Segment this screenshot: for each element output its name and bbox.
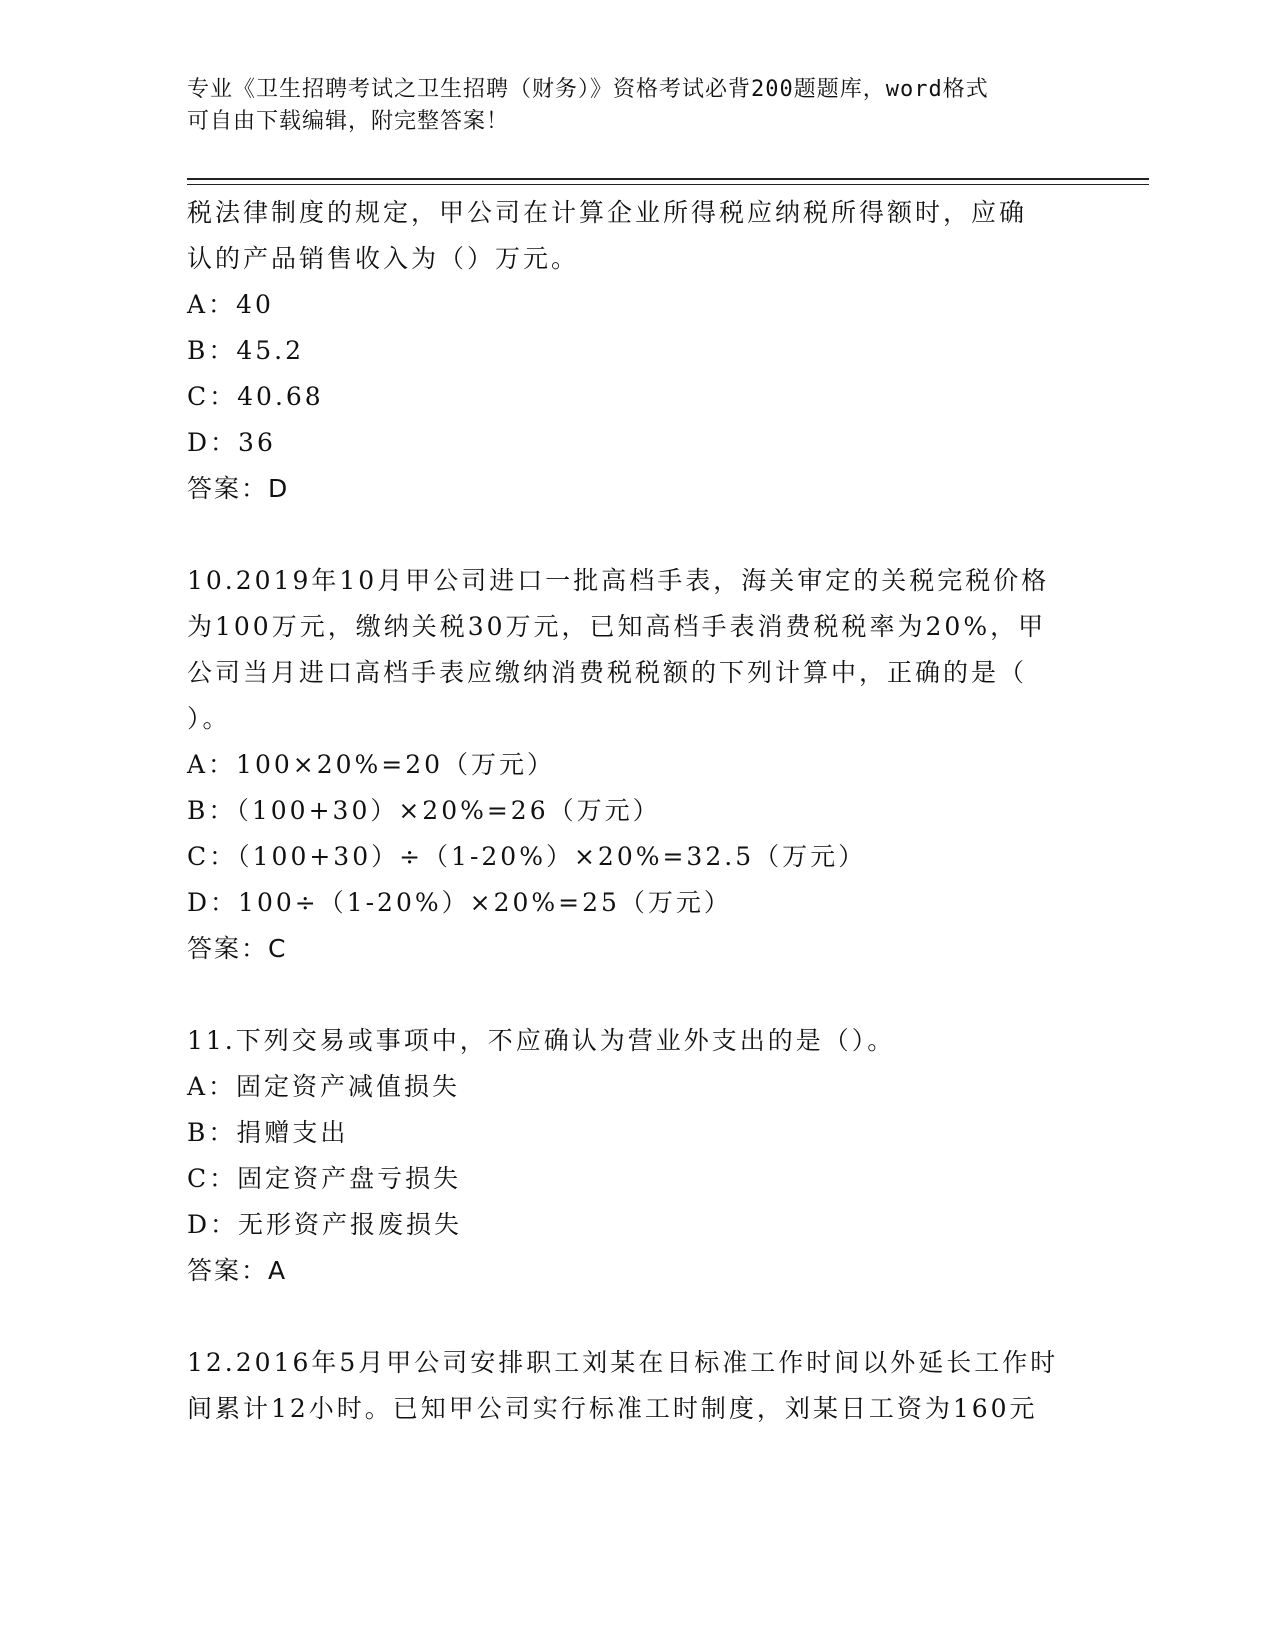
question-stem-line: 公司当月进口高档手表应缴纳消费税税额的下列计算中，正确的是（ <box>187 658 1028 687</box>
answer-line: 答案：D <box>187 474 290 503</box>
header-line-2: 可自由下载编辑，附完整答案！ <box>187 109 510 134</box>
question-stem-line: 为100万元，缴纳关税30万元，已知高档手表消费税税率为20%，甲 <box>187 612 1047 641</box>
option-b: B：捐赠支出 <box>187 1118 349 1147</box>
header-line-1: 专业《卫生招聘考试之卫生招聘（财务）》资格考试必背200题题库，word格式 <box>187 77 989 102</box>
option-b: B：（100+30）×20%=26（万元） <box>187 796 661 825</box>
answer-line: 答案：A <box>187 1256 288 1285</box>
question-stem-line: 12.2016年5月甲公司安排职工刘某在日标准工作时间以外延长工作时 <box>187 1348 1059 1377</box>
question-stem-line: 税法律制度的规定，甲公司在计算企业所得税应纳税所得额时，应确 <box>187 198 1028 227</box>
option-a: A：40 <box>187 290 274 319</box>
option-d: D：无形资产报废损失 <box>187 1210 463 1239</box>
spacer <box>187 972 1087 1018</box>
header-divider-thin <box>187 184 1149 185</box>
question-stem-line: 认的产品销售收入为（）万元。 <box>187 244 580 273</box>
header-divider-thick <box>187 178 1149 180</box>
question-11 <box>187 1018 1087 1294</box>
question-stem-line: 11.下列交易或事项中，不应确认为营业外支出的是（）。 <box>187 1026 896 1055</box>
spacer <box>187 512 1087 558</box>
option-a: A：固定资产减值损失 <box>187 1072 461 1101</box>
question-9 <box>187 190 1087 512</box>
option-c: C：固定资产盘亏损失 <box>187 1164 462 1193</box>
question-stem-line: 间累计12小时。已知甲公司实行标准工时制度，刘某日工资为160元 <box>187 1394 1038 1423</box>
spacer <box>187 1294 1087 1340</box>
answer-line: 答案：C <box>187 934 288 963</box>
document-header <box>187 74 1087 138</box>
question-list <box>187 190 1087 1432</box>
question-10 <box>187 558 1087 972</box>
question-stem-line: ）。 <box>187 704 231 733</box>
option-d: D：100÷（1-20%）×20%=25（万元） <box>187 888 732 917</box>
option-b: B：45.2 <box>187 336 305 365</box>
option-c: C：（100+30）÷（1-20%）×20%=32.5（万元） <box>187 842 867 871</box>
option-c: C：40.68 <box>187 382 324 411</box>
option-d: D：36 <box>187 428 276 457</box>
question-stem-line: 10.2019年10月甲公司进口一批高档手表，海关审定的关税完税价格 <box>187 566 1050 595</box>
option-a: A：100×20%=20（万元） <box>187 750 556 779</box>
question-12 <box>187 1340 1087 1432</box>
